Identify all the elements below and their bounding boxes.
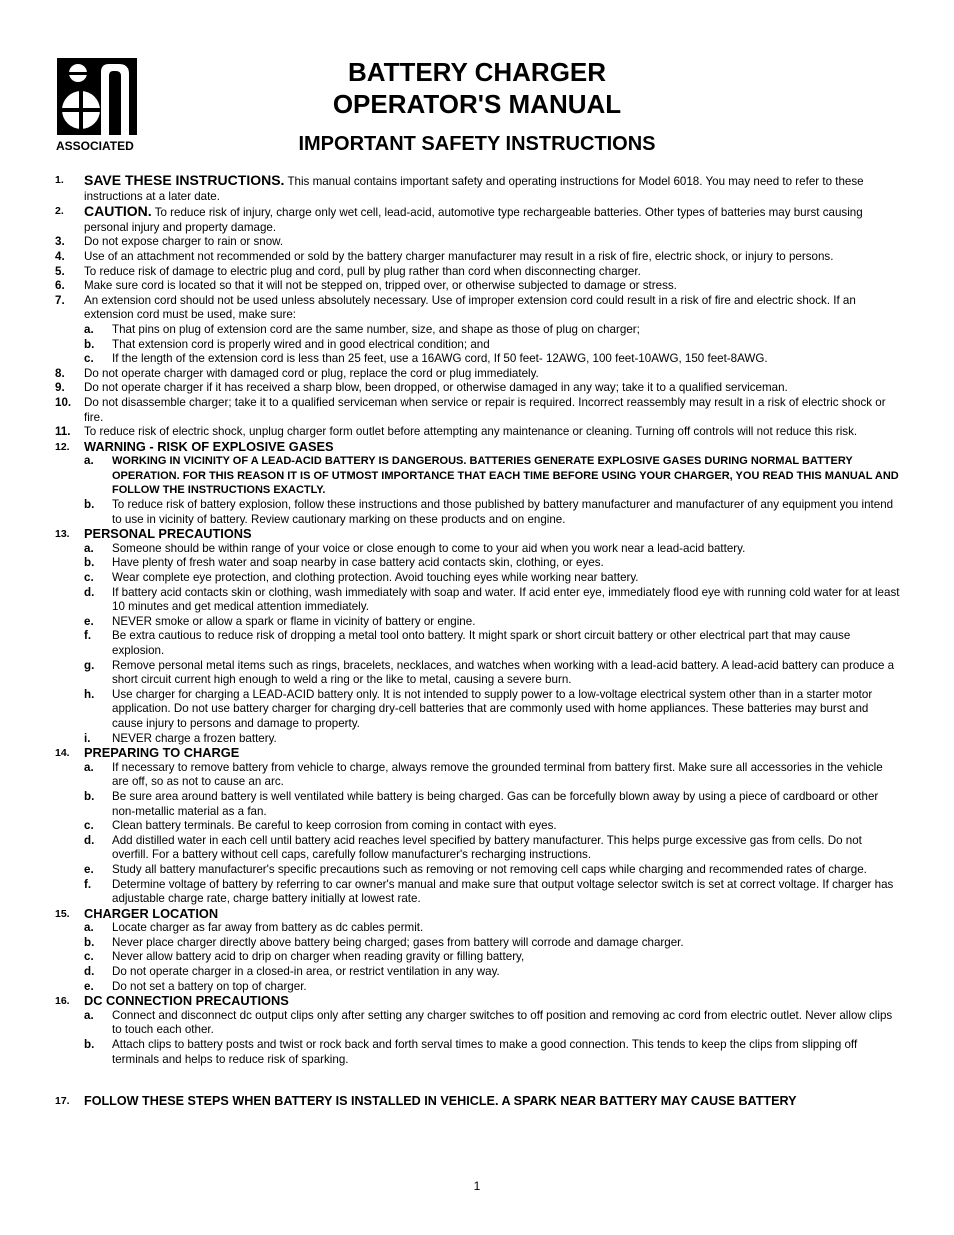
sub-item: a. That pins on plug of extension cord are the same number, size, and shape as those of plug on charger; [84,322,640,336]
subtitle: IMPORTANT SAFETY INSTRUCTIONS [298,133,656,155]
sub-item: g. Remove personal metal items such as rings, bracelets, necklaces, and watches when working with a lead-acid battery. A lead-acid battery can produce a short circuit current high enough to weld a ring or the like to metal, causing a severe burn. [84,658,895,687]
instruction-8: 8. Do not operate charger with damaged cord or plug, replace the cord or plug immediately. [55,366,539,380]
instruction-1: 1. SAVE THESE INSTRUCTIONS. This manual contains important safety and operating instructions for Model 6018. You may need to refer to these instructions at a later date. [55,172,864,203]
title-line-2: OPERATOR'S MANUAL [332,89,622,119]
sub-item: f. Determine voltage of battery by referring to car owner's manual and make sure that output voltage selector switch is set at correct voltage. If charger has adjustable charge rate, charge battery initially at lowest rate. [84,877,894,906]
sub-item: d. If battery acid contacts skin or clothing, wash immediately with soap and water. If acid enter eye, immediately flood eye with running cold water for at least 10 minutes and get medical attention immediately. [84,585,900,614]
sub-item: e. Do not set a battery on top of charger. [84,979,307,993]
instruction-10: 10. Do not disassemble charger; take it to a qualified serviceman when service or repair is required. Incorrect reassembly may result in a risk of electric shock or fire. [55,395,886,424]
sub-item: c. Never allow battery acid to drip on charger when reading gravity or filling battery, [84,950,525,964]
instruction-9: 9. Do not operate charger if it has received a sharp blow, been dropped, or otherwise damaged in any way; take it to a qualified serviceman. [55,381,788,395]
sub-item: e. Study all battery manufacturer's specific precautions such as removing or not removing cell caps while charging and recommended rates of charge. [84,862,867,876]
sub-item: f. Be extra cautious to reduce risk of dropping a metal tool onto battery. It might spark or short circuit battery or other electrical part that may cause explosion. [84,629,851,657]
section-15-heading: 15. CHARGER LOCATION [55,905,219,921]
sub-item: b. Be sure area around battery is well ventilated while battery is being charged. Gas can be forcefully blown away by using a piece of cardboard or other non-metallic material as a fan. [84,789,879,818]
section-14-heading: 14. PREPARING TO CHARGE [55,745,240,761]
sub-item: d. Do not operate charger in a closed-in area, or restrict ventilation in any way. [84,965,500,979]
document-body [55,173,900,1109]
sub-item: i. NEVER charge a frozen battery. [84,731,277,745]
sub-item: d. Add distilled water in each cell until battery acid reaches level specified by battery manufacturer. This helps purge excessive gas from cells. Do not overfill. For a battery without cell caps, carefully follow manufacturer's recharging instructions. [84,833,862,862]
section-13-heading: 13. PERSONAL PRECAUTIONS [55,526,252,542]
title-line-1: BATTERY CHARGER [347,57,607,87]
instruction-3: 3. Do not expose charger to rain or snow. [55,235,284,249]
instruction-4: 4. Use of an attachment not recommended or sold by the battery charger manufacturer may result in a risk of fire, electric shock, or injury to persons. [55,249,834,263]
sub-item: c. Clean battery terminals. Be careful to keep corrosion from coming in contact with eyes. [84,819,557,833]
sub-item: c. Wear complete eye protection, and clothing protection. Avoid touching eyes while working near battery. [84,571,639,585]
sub-item: c. If the length of the extension cord is less than 25 feet, use a 16AWG cord, If 50 feet- 12AWG, 100 feet-10AWG, 150 feet-8AWG. [84,352,768,366]
instruction-6: 6. Make sure cord is located so that it will not be stepped on, tripped over, or otherwise subjected to damage or stress. [55,279,677,293]
sub-item: a. Locate charger as far away from battery as dc cables permit. [84,921,424,935]
item-lead: CAUTION. [84,203,152,220]
sub-item: a. If necessary to remove battery from vehicle to charge, always remove the grounded terminal from battery first. Make sure all accessories in the vehicle are off, so as not to cause an arc. [84,760,883,789]
instruction-7: 7. An extension cord should not be used unless absolutely necessary. Use of improper extension cord could result in a risk of fire and electric shock. If an extension cord must be used, make sure: [55,293,856,322]
item-lead: SAVE THESE INSTRUCTIONS. [84,172,285,188]
sub-item: b. To reduce risk of battery explosion, follow these instructions and those published by battery manufacturer and manufacturer of any equipment you intend to use in vicinity of battery. Review cautionary marking on these products and on engine. [84,498,894,526]
page-number: 1 [473,1179,481,1193]
sub-item: b. Have plenty of fresh water and soap nearby in case battery acid contacts skin, clothing, or eyes. [84,556,604,570]
section-12-heading: 12. WARNING - RISK OF EXPLOSIVE GASES [55,438,334,454]
logo-caption: ASSOCIATED [56,139,134,153]
sub-item: b. Never place charger directly above battery being charged; gases from battery will corrode and damage charger. [84,935,684,949]
sub-item: a. Someone should be within range of your voice or close enough to come to your aid when you work near a lead-acid battery. [84,541,746,555]
sub-item: e. NEVER smoke or allow a spark or flame in vicinity of battery or engine. [84,614,476,628]
sub-item: h. Use charger for charging a LEAD-ACID battery only. It is not intended to supply power to a low-voltage electrical system other than in a starter motor application. Do not use battery charger for charging dry-cell batteries that are commonly used with home appliances. These batteries may burst and cause injury to persons and damage to property. [84,687,873,730]
sub-item: b. Attach clips to battery posts and twist or rock back and forth serval times to make a good connection. This tends to keep the clips from slipping off terminals and helps to reduce risk of sparking. [84,1038,858,1066]
section-16-heading: 16. DC CONNECTION PRECAUTIONS [55,993,289,1009]
sub-item: a. Connect and disconnect dc output clips only after setting any charger switches to off position and removing ac cord from electric outlet. Never allow clips to touch each other. [84,1008,893,1037]
sub-item: b. That extension cord is properly wired and in good electrical condition; and [84,337,490,351]
sub-item: a. WORKING IN VICINITY OF A LEAD-ACID BATTERY IS DANGEROUS. BATTERIES GENERATE EXPLOSIVE GASES DURING NORMAL BATTERY OPERATION. FOR THIS REASON IT IS OF UTMOST IMPORTANCE THAT EACH TIME BEFORE USING YOUR CHARGER, YOU READ THIS MANUAL AND FOLLOW THE INSTRUCTIONS EXACTLY. [84,454,899,497]
instruction-17: 17. FOLLOW THESE STEPS WHEN BATTERY IS INSTALLED IN VEHICLE. A SPARK NEAR BATTERY MAY CAUSE BATTERY [55,1094,797,1109]
instruction-11: 11. To reduce risk of electric shock, unplug charger form outlet before attempting any maintenance or cleaning. Turning off controls will not reduce this risk. [55,425,858,439]
instruction-2: 2. CAUTION. To reduce risk of injury, charge only wet cell, lead-acid, automotive type rechargeable batteries. Other types of batteries may burst causing personal injury and property damage. [55,203,863,234]
instruction-5: 5. To reduce risk of damage to electric plug and cord, pull by plug rather than cord when disconnecting charger. [55,264,641,278]
